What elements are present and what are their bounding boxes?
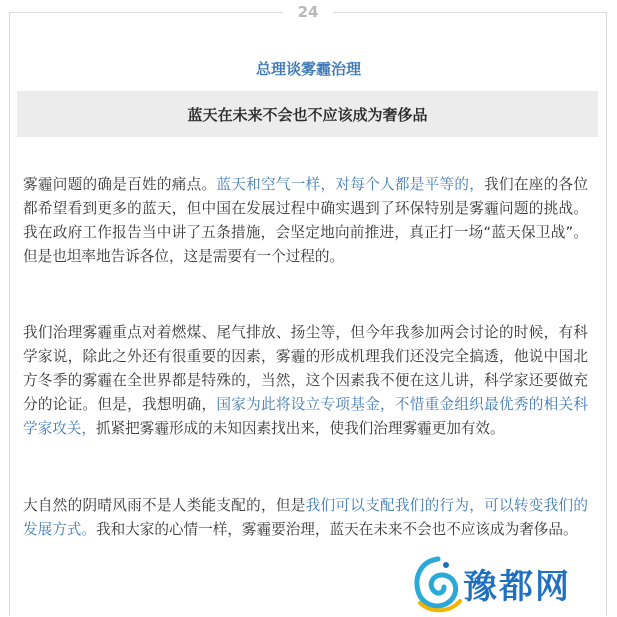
- paragraph-2-highlight: 国家为此将设立专项基金，不惜重金组织最优秀的相关科学家攻关，: [23, 396, 588, 437]
- paragraph-3: [23, 494, 588, 542]
- page-number: 24: [283, 2, 333, 22]
- paragraph-1-highlight: 蓝天和空气一样，对每个人都是平等的，: [216, 176, 485, 193]
- subtitle: 蓝天在未来不会也不应该成为奢侈品: [187, 105, 428, 124]
- watermark-logo: [408, 553, 613, 615]
- paragraph-3-text-a: 大自然的阴晴风雨不是人类能支配的，但是: [23, 497, 306, 514]
- paragraph-2-text-a: 我们治理雾霾重点对着燃煤、尾气排放、扬尘等，但今年我参加两会讨论的时候，有科学家说，除此之外还有很重要的因素，雾霾的形成机理我们还没完全搞透，他说中国北方冬季的雾霾在全世界都是特殊的，当然，这个因素我不便在这儿讲，科学家还要做充分的论证。但是，我想明确，: [23, 324, 588, 413]
- paragraph-1: [23, 173, 588, 269]
- swirl-logo-icon: [408, 553, 468, 615]
- paragraph-3-highlight: 我们可以支配我们的行为，可以转变我们的发展方式。: [23, 497, 588, 538]
- section-title: 总理谈雾霾治理: [255, 60, 361, 78]
- paragraph-2-text-b: 抓紧把雾霾形成的未知因素找出来，使我们治理雾霾更加有效。: [95, 420, 505, 437]
- paragraph-1-text-a: 雾霾问题的确是百姓的痛点。: [23, 176, 217, 193]
- paragraph-2: [23, 321, 588, 441]
- paragraph-3-text-b: 我和大家的心情一样，雾霾要治理，蓝天在未来不会也不应该成为奢侈品。: [95, 521, 578, 538]
- paragraph-1-text-b: 我们在座的各位都希望看到更多的蓝天，但中国在发展过程中确实遇到了环保特别是雾霾问题的挑战。我在政府工作报告当中讲了五条措施，会坚定地向前推进，真正打一场“蓝天保卫战”。但是也坦率地告诉各位，这是需要有一个过程的。: [23, 176, 588, 265]
- subtitle-banner: [17, 91, 598, 137]
- watermark-text: 豫都网: [463, 567, 571, 607]
